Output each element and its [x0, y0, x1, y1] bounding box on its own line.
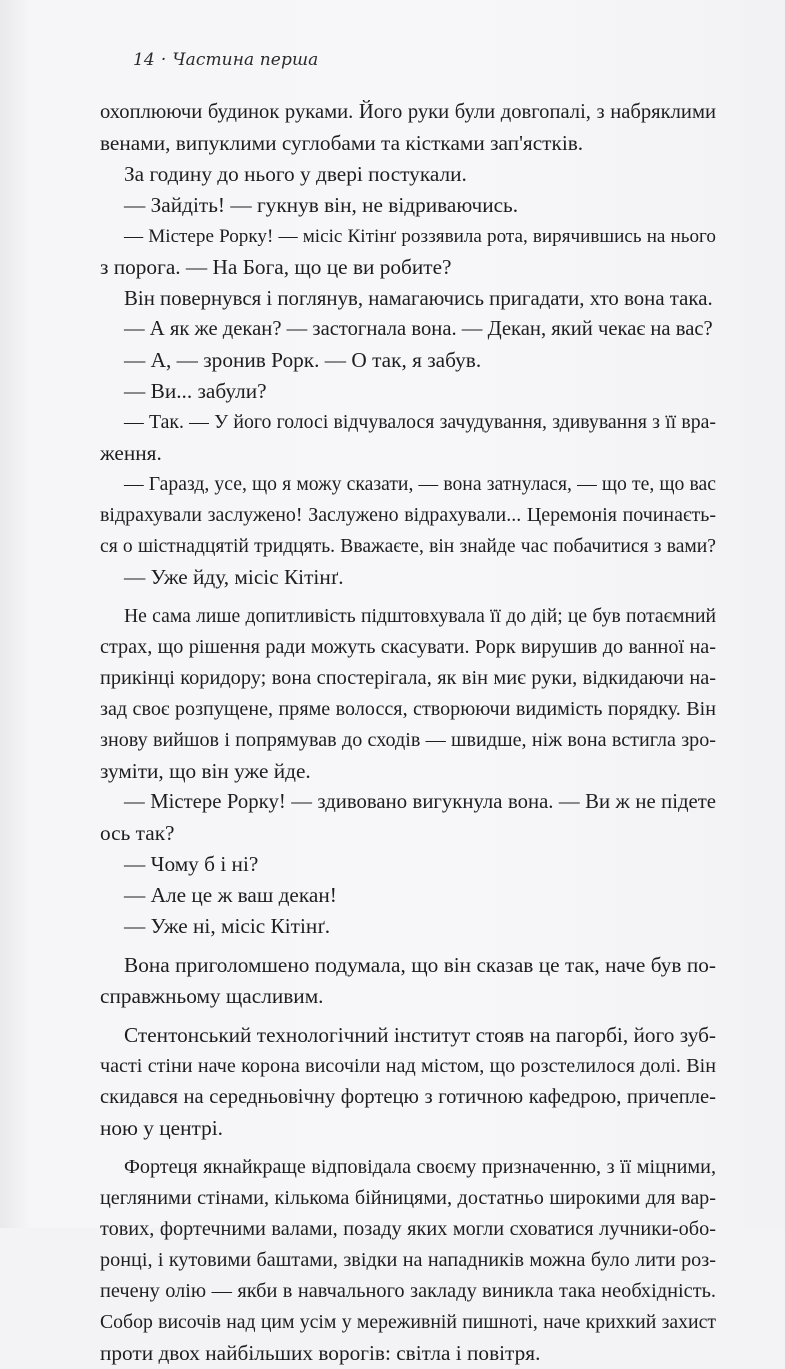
text-line: Не сама лише допитливість підштовхувала її до дій; це був потаємний	[124, 605, 716, 627]
text-line: Фортеця якнайкраще відповідала своєму призначенню, з її міцними,	[124, 1156, 716, 1178]
text-line: ось так?	[100, 821, 175, 845]
text-line: знову вийшов і попрямував до сходів — швидше, ніж вона встигла зро-	[100, 729, 716, 751]
text-line: — Містере Рорку! — здивовано вигукнула вона. — Ви ж не підете	[124, 791, 716, 813]
paragraph	[100, 880, 716, 911]
paragraph	[100, 1020, 716, 1144]
text-line: — Уже йду, місіс Кітінґ.	[124, 565, 344, 589]
text-line: — Зайдіть! — гукнув він, не відриваючись.	[124, 193, 519, 217]
text-line: прикінці коридору; вона спостерігала, як він миє руки, відкидаючи на-	[100, 667, 716, 689]
text-line: часті стіни наче корона височіли над містом, що розстелилося долі. Він	[100, 1055, 716, 1077]
text-line: Стентонський технологічний інститут стояв на пагорбі, його зуб-	[124, 1023, 716, 1047]
paragraph	[100, 283, 716, 314]
paragraph	[100, 562, 716, 593]
text-line: ною у центрі.	[100, 1116, 223, 1140]
text-line: — Але це ж ваш декан!	[124, 883, 337, 907]
paragraph	[100, 407, 716, 469]
text-line: Він повернувся і поглянув, намагаючись пригадати, хто вона така.	[124, 286, 713, 310]
text-line: — Гаразд, усе, що я можу сказати, — вона затнулася, — що те, що вас	[124, 473, 716, 495]
text-line: — А, — зронив Рорк. — О так, я забув.	[124, 348, 482, 372]
text-line: скидався на середньовічну фортецю з готичною кафедрою, причеплe-	[100, 1086, 716, 1108]
text-line: Собор височів над цим усім у мереживній пишноті, наче крихкий захист	[100, 1311, 716, 1333]
text-line: зуміти, що він уже йде.	[100, 759, 311, 783]
text-line: венами, випуклими суглобами та кістками зап'ястків.	[100, 131, 584, 155]
text-line: — Уже ні, місіс Кітінґ.	[124, 914, 331, 938]
paragraph	[100, 1152, 716, 1369]
paragraph	[100, 849, 716, 880]
header-separator: ·	[160, 50, 167, 70]
body-text	[100, 97, 716, 1369]
text-line: справжньому щасливим.	[100, 984, 324, 1008]
text-line: ронці, і кутовими баштами, звідки на нападників можна було лити роз-	[100, 1249, 716, 1271]
text-line: зад своє розпущене, пряме волосся, створюючи видимість порядку. Він	[100, 698, 716, 720]
text-line: Вона приголомшено подумала, що він сказав це так, наче був по-	[124, 953, 716, 977]
paragraph	[100, 950, 716, 1012]
paragraph	[100, 345, 716, 376]
text-line: — Чому б і ні?	[124, 852, 259, 876]
text-line: — Так. — У його голосі відчувалося зачудування, здивування з її вра-	[124, 411, 716, 433]
text-line: охоплюючи будинок руками. Його руки були довгопалі, з набряклими	[100, 101, 716, 123]
paragraph	[100, 376, 716, 407]
paragraph	[100, 159, 716, 190]
text-line: — Ви... забули?	[124, 379, 267, 403]
paragraph	[100, 314, 716, 345]
text-line: — А як же декан? — застогнала вона. — Декан, який чекає на вас?	[124, 318, 713, 340]
paragraph	[100, 787, 716, 849]
text-line: з порога. — На Бога, що це ви робите?	[100, 255, 452, 279]
text-line: проти двох найбільших ворогів: світла і повітря.	[100, 1341, 541, 1365]
text-line: ження.	[100, 441, 162, 465]
text-line: За годину до нього у двері постукали.	[124, 162, 467, 186]
running-header	[133, 50, 318, 70]
paragraph	[100, 190, 716, 221]
text-line: — Містере Рорку! — місіс Кітінґ роззявила рота, вирячившись на нього	[124, 226, 716, 247]
paragraph	[100, 221, 716, 283]
paragraph	[100, 469, 716, 562]
text-line: відрахували заслужено! Заслужено відрахували... Церемонія починаєть-	[100, 504, 716, 526]
text-line: ся о шістнадцятій тридцять. Вважаєте, він знайде час побачитися з вами?	[100, 536, 716, 557]
text-line: страх, що рішення ради можуть скасувати. Рорк вирушив до ванної на-	[100, 636, 716, 658]
paragraph	[100, 601, 716, 787]
text-line: тових, фортечними валами, позаду яких могли сховатися лучники-обо-	[100, 1218, 716, 1240]
paragraph	[100, 911, 716, 942]
page-number: 14	[133, 50, 155, 70]
text-line: печену олію — якби в навчального закладу виникла така необхідність.	[100, 1280, 716, 1302]
paragraph	[100, 97, 716, 159]
text-line: цегляними стінами, кількома бійницями, достатньо широкими для вар-	[100, 1187, 716, 1209]
section-title: Частина перша	[172, 50, 319, 70]
